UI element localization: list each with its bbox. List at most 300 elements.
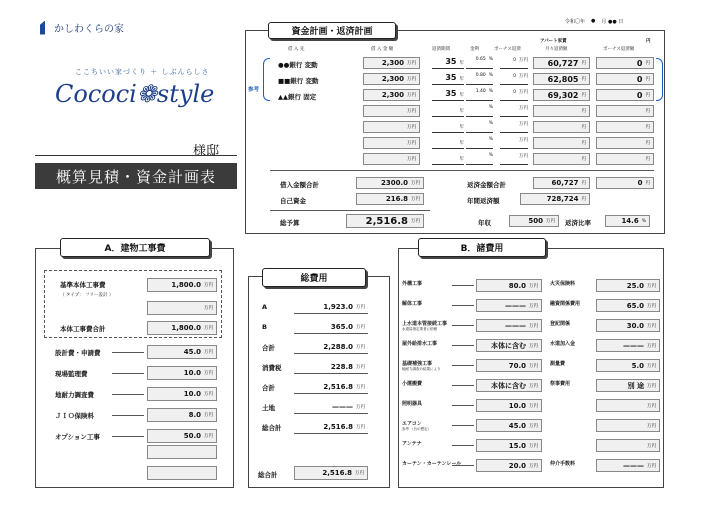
misc-item-value-num: 20.0 — [508, 461, 526, 470]
total-budget-value: 2,516.8 万円 — [346, 214, 424, 228]
summary-value-num: 2,516.8 — [323, 422, 353, 431]
monthly-repay — [533, 73, 590, 85]
misc-item-value-unit: 万円 — [529, 283, 538, 289]
loan-amount-num: 2,300 — [381, 59, 404, 67]
summary-value-unit: 万円 — [356, 344, 365, 350]
date-month: ● — [591, 18, 596, 24]
leader-line — [452, 465, 474, 466]
summary-value-num: 2,288.0 — [323, 342, 353, 351]
own-funds-label: 自己資金 — [280, 197, 306, 205]
bonus-repay-amount-num: 0 — [636, 90, 643, 100]
leader-line — [452, 405, 474, 406]
repay-bonus-value: 0 円 — [596, 177, 654, 189]
misc-item-value — [596, 419, 660, 432]
date-day: 月 ●● 日 — [601, 19, 624, 25]
summary-value-unit: 万円 — [356, 424, 365, 430]
building-item-value — [147, 366, 217, 380]
misc-item-value-unit: 万円 — [647, 383, 656, 389]
summary-label: 合計 — [262, 344, 275, 352]
bonus-repay-amount-num: 0 — [636, 58, 643, 68]
misc-item-value-unit: 万円 — [529, 463, 538, 469]
building-item-label: ＪＩＯ保険料 — [55, 412, 94, 420]
misc-item-value-num: ——— — [623, 461, 644, 470]
repay-total-value: 60,727 円 — [533, 177, 590, 189]
summary-label: A — [262, 303, 268, 311]
interest-rate-num: 0.65 — [475, 57, 486, 62]
bonus-repay-amount — [596, 73, 654, 85]
hdr-monthly: 月々返済額 — [545, 47, 568, 52]
leader-line — [452, 285, 474, 286]
misc-item-value — [596, 279, 660, 292]
misc-item-label: 仲介手数料 — [550, 461, 576, 467]
brand-logo: Cococi❁style — [55, 80, 215, 108]
loan-amount — [363, 57, 420, 69]
leader-line — [452, 365, 474, 366]
monthly-repay-num: 62,805 — [547, 74, 579, 84]
summary-value — [294, 320, 368, 334]
building-item-value-num: 10.0 — [183, 390, 201, 398]
interest-rate-num: 0.80 — [475, 73, 486, 78]
bonus-repay — [500, 89, 528, 101]
hdr-apart: アパート家賃 — [540, 39, 567, 44]
interest-rate — [466, 153, 493, 165]
annual-repay-label: 年間返済額 — [467, 197, 500, 205]
bonus-repay — [500, 73, 528, 85]
misc-item-value-unit: 万円 — [647, 323, 656, 329]
brand-name: かしわくらの家 — [54, 24, 124, 35]
bonus-repay — [500, 153, 528, 165]
funding-plan-title: 資金計画・返済計画 — [268, 22, 396, 39]
interest-rate-unit: % — [488, 89, 493, 94]
bonus-repay-num: 0 — [513, 90, 516, 95]
building-item-value-unit: 万円 — [204, 392, 213, 397]
misc-item-value-num: 45.0 — [508, 421, 526, 430]
leader-line — [452, 345, 474, 346]
misc-item-value-num: 本体に含む — [491, 381, 526, 390]
misc-item-value — [476, 279, 542, 292]
misc-item-value — [476, 299, 542, 312]
monthly-repay-num: 60,727 — [547, 58, 579, 68]
building-item-value-unit: 万円 — [204, 413, 213, 418]
misc-item-label: 登記関係 — [550, 321, 571, 327]
misc-item-value-num: ——— — [505, 321, 526, 330]
leader-line — [112, 373, 144, 374]
loan-amount — [363, 153, 420, 165]
loan-term — [432, 121, 464, 133]
interest-rate — [466, 105, 493, 117]
misc-item-label: 照明器具 — [402, 401, 423, 407]
misc-item-value-unit: 万円 — [647, 443, 656, 449]
bonus-repay-unit: 万円 — [519, 138, 528, 143]
misc-item-value-num: 10.0 — [508, 401, 526, 410]
misc-item-value-unit: 万円 — [529, 383, 538, 389]
misc-item-value — [476, 439, 542, 452]
bonus-repay-amount-unit: 円 — [645, 157, 650, 162]
leader-line — [452, 385, 474, 386]
bonus-repay — [500, 121, 528, 133]
misc-item-label: 屋外給排水工事 — [402, 341, 438, 347]
bonus-repay-num: 0 — [513, 58, 516, 63]
loan-term-num: 35 — [445, 89, 457, 98]
summary-label: 総合計 — [262, 424, 282, 432]
base-cost-blank: 万円 — [147, 301, 217, 315]
monthly-repay-unit: 円 — [581, 61, 586, 66]
misc-item-label: アンテナ — [402, 441, 422, 447]
summary-value-unit: 万円 — [356, 324, 365, 330]
summary-value-num: 228.8 — [330, 362, 353, 371]
bonus-repay — [500, 105, 528, 117]
misc-item-value-num: ——— — [623, 341, 644, 350]
loan-term-num: 35 — [445, 57, 457, 66]
misc-item-note: 参考 （台の想定） — [402, 427, 432, 431]
hdr-bonus-pay: ボーナス返済額 — [603, 47, 635, 52]
misc-item-value-unit: 万円 — [647, 343, 656, 349]
misc-item-value-num: ——— — [505, 301, 526, 310]
bonus-repay — [500, 137, 528, 149]
summary-value-unit: 万円 — [356, 364, 365, 370]
monthly-repay-unit: 円 — [581, 77, 586, 82]
right-brace — [656, 58, 663, 101]
building-item-value-num: 8.0 — [188, 411, 201, 419]
own-funds-value: 216.8 万円 — [356, 193, 424, 205]
building-item-label: 設計費・申請費 — [55, 349, 101, 357]
building-item-value — [147, 387, 217, 401]
misc-item-label: 祭事費用 — [550, 381, 571, 387]
borrow-total-value: 2300.0 万円 — [356, 177, 424, 189]
bonus-repay-amount — [596, 121, 654, 133]
bonus-repay — [500, 57, 528, 69]
leader-line — [452, 325, 474, 326]
body-total-value: 1,800.0 万円 — [147, 321, 217, 335]
misc-item-value — [476, 339, 542, 352]
date-era: 令和〇年 — [565, 19, 586, 25]
summary-value-unit: 万円 — [356, 384, 365, 390]
totals-divider — [270, 170, 654, 171]
misc-item-value — [476, 359, 542, 372]
misc-item-value-unit: 万円 — [529, 363, 538, 369]
building-item-value-unit: 万円 — [204, 434, 213, 439]
interest-rate — [466, 57, 493, 69]
building-item-value-unit: 万円 — [204, 371, 213, 376]
interest-rate-unit: % — [488, 73, 493, 78]
misc-item-value-unit: 万円 — [647, 283, 656, 289]
misc-item-note: 地耐力調査の結果により — [402, 367, 441, 371]
monthly-repay — [533, 105, 590, 117]
misc-item-value — [596, 379, 660, 392]
brand-tagline: ここちいい家づくり ＋ しぶんらしさ — [75, 68, 210, 76]
hdr-rate: 金利 — [470, 47, 479, 52]
bonus-repay-amount — [596, 89, 654, 101]
misc-item-value — [596, 299, 660, 312]
interest-rate — [466, 73, 493, 85]
bonus-repay-amount-num: 0 — [636, 74, 643, 84]
hdr-bonus: ボーナス返済 — [494, 47, 521, 52]
leader-line — [112, 415, 144, 416]
misc-item-label: 基礎補強工事 — [402, 361, 433, 367]
leader-line — [452, 445, 474, 446]
bonus-repay-unit: 万円 — [519, 74, 528, 79]
monthly-repay-unit: 円 — [581, 93, 586, 98]
misc-item-value-unit: 万円 — [529, 303, 538, 309]
income-value: 500 万円 — [509, 215, 559, 227]
misc-item-value — [476, 399, 542, 412]
summary-value-num: 1,923.0 — [323, 302, 353, 311]
misc-item-label: エアコン — [402, 421, 422, 427]
hdr-amount: 借 入 金 額 — [371, 47, 394, 52]
lender-name: ▲▲銀行 固定 — [278, 93, 317, 101]
building-item-value — [147, 408, 217, 422]
bonus-repay-unit: 万円 — [519, 122, 528, 127]
leader-line — [112, 394, 144, 395]
summary-label: 合計 — [262, 384, 275, 392]
misc-item-value — [596, 359, 660, 372]
annual-repay-value: 728,724 円 — [520, 193, 590, 205]
leader-line — [112, 436, 144, 437]
date-line — [565, 18, 623, 25]
building-item-value-unit: 万円 — [204, 350, 213, 355]
misc-item-label: カーテン・カーテンレール — [402, 461, 462, 467]
monthly-repay-unit: 円 — [581, 157, 586, 162]
monthly-repay — [533, 153, 590, 165]
bonus-repay-amount — [596, 137, 654, 149]
loan-term-unit: 年 — [459, 109, 464, 114]
ratio-value: 14.6 % — [605, 215, 650, 227]
total-budget-label: 総予算 — [280, 219, 300, 227]
misc-item-value — [476, 459, 542, 472]
a-blank-2 — [147, 466, 217, 480]
building-cost-title: A．建物工事費 — [60, 238, 210, 257]
brand — [40, 20, 124, 35]
left-brace — [263, 58, 270, 101]
borrow-total-label: 借入金額合計 — [280, 181, 319, 189]
lender-name: ■■銀行 変動 — [278, 77, 319, 85]
loan-term — [432, 57, 464, 69]
bonus-repay-amount-unit: 円 — [645, 77, 650, 82]
misc-item-value — [596, 399, 660, 412]
bonus-repay-unit: 万円 — [519, 106, 528, 111]
misc-item-value-unit: 万円 — [647, 363, 656, 369]
misc-item-label: 外構工事 — [402, 281, 423, 287]
misc-item-value-unit: 万円 — [647, 403, 656, 409]
misc-item-value — [476, 319, 542, 332]
loan-term — [432, 137, 464, 149]
misc-item-value — [596, 459, 660, 472]
bonus-repay-amount — [596, 57, 654, 69]
loan-amount — [363, 137, 420, 149]
misc-item-label: 解体工事 — [402, 301, 423, 307]
bonus-repay-amount — [596, 153, 654, 165]
misc-item-value-num: 15.0 — [508, 441, 526, 450]
house-logo-icon — [40, 21, 50, 35]
monthly-repay-num: 69,302 — [547, 90, 579, 100]
monthly-repay-unit: 円 — [581, 125, 586, 130]
base-cost-label: 基準本体工事費 — [60, 281, 106, 289]
building-item-label: 現場監理費 — [55, 370, 88, 378]
misc-item-label: 融資関係費用 — [550, 301, 581, 307]
summary-value — [294, 300, 368, 314]
misc-item-value-unit: 万円 — [529, 343, 538, 349]
misc-item-value-num: 30.0 — [626, 321, 644, 330]
loan-term — [432, 153, 464, 165]
misc-item-value-unit: 万円 — [529, 403, 538, 409]
interest-rate-unit: % — [488, 137, 493, 142]
loan-term — [432, 89, 464, 101]
misc-item-value-unit: 万円 — [529, 323, 538, 329]
misc-item-value — [596, 439, 660, 452]
misc-item-value-num: 70.0 — [508, 361, 526, 370]
building-item-label: オプション工事 — [55, 433, 100, 441]
misc-cost-title: B．諸費用 — [418, 238, 546, 257]
document-title: 概算見積・資金計画表 — [35, 163, 237, 189]
bonus-repay-amount — [596, 105, 654, 117]
interest-rate — [466, 89, 493, 101]
misc-item-value-num: 5.0 — [631, 361, 644, 370]
building-item-value-num: 50.0 — [183, 432, 201, 440]
misc-item-label: 上水道本管接続工事 — [402, 321, 448, 327]
loan-amount-unit: 万円 — [407, 157, 416, 162]
summary-value — [294, 340, 368, 354]
misc-item-value-num: 65.0 — [626, 301, 644, 310]
summary-value — [294, 380, 368, 394]
final-total-label: 総合計 — [258, 471, 278, 479]
loan-amount-num: 2,300 — [381, 91, 404, 99]
loan-term-unit: 年 — [459, 77, 464, 82]
bonus-repay-unit: 万円 — [519, 154, 528, 159]
loan-term-unit: 年 — [459, 157, 464, 162]
loan-amount — [363, 89, 420, 101]
misc-item-label: 水道加入金 — [550, 341, 576, 347]
bonus-repay-amount-unit: 円 — [645, 125, 650, 130]
loan-term-unit: 年 — [459, 125, 464, 130]
base-cost-type: （ タイプ： フリー設計 ） — [60, 293, 114, 298]
bonus-repay-amount-unit: 円 — [645, 109, 650, 114]
sanko-label: 参考 — [248, 87, 260, 93]
interest-rate-unit: % — [488, 105, 493, 110]
misc-item-value — [596, 319, 660, 332]
interest-rate — [466, 121, 493, 133]
leader-line — [452, 305, 474, 306]
misc-item-value-unit: 万円 — [647, 463, 656, 469]
bonus-repay-unit: 万円 — [519, 90, 528, 95]
summary-value — [294, 360, 368, 374]
hdr-yen: 円 — [646, 39, 651, 44]
building-item-value — [147, 345, 217, 359]
misc-item-value — [476, 379, 542, 392]
loan-term-unit: 年 — [459, 93, 464, 98]
misc-item-value-num: 別 途 — [627, 381, 644, 390]
summary-value-unit: 万円 — [356, 404, 365, 410]
base-cost-value: 1,800.0 万円 — [147, 278, 217, 292]
summary-value-num: 2,516.8 — [323, 382, 353, 391]
loan-amount — [363, 105, 420, 117]
a-blank-1 — [147, 445, 217, 459]
monthly-repay-unit: 円 — [581, 141, 586, 146]
summary-value-num: ——— — [332, 402, 353, 411]
misc-item-value-unit: 万円 — [647, 423, 656, 429]
loan-term — [432, 73, 464, 85]
misc-item-value-num: 80.0 — [508, 281, 526, 290]
repay-total-label: 返済金額合計 — [467, 181, 506, 189]
bonus-repay-amount-unit: 円 — [645, 61, 650, 66]
loan-amount-unit: 万円 — [407, 93, 416, 98]
interest-rate-unit: % — [488, 57, 493, 62]
ratio-label: 返済比率 — [565, 219, 591, 227]
summary-label: 土地 — [262, 404, 275, 412]
bonus-repay-unit: 万円 — [519, 58, 528, 63]
hdr-lender: 借 入 先 — [288, 47, 305, 52]
misc-item-value-num: 25.0 — [626, 281, 644, 290]
bonus-repay-amount-unit: 円 — [645, 93, 650, 98]
final-total-value: 2,516.8 万円 — [294, 466, 368, 480]
monthly-repay — [533, 137, 590, 149]
loan-amount-unit: 万円 — [407, 61, 416, 66]
loan-amount-unit: 万円 — [407, 125, 416, 130]
bonus-repay-num: 0 — [513, 74, 516, 79]
leader-line — [112, 352, 144, 353]
interest-rate-unit: % — [488, 153, 493, 158]
loan-amount-unit: 万円 — [407, 141, 416, 146]
leader-line — [452, 425, 474, 426]
misc-item-label: 小運搬費 — [402, 381, 423, 387]
divider — [35, 155, 237, 156]
bonus-repay-amount-unit: 円 — [645, 141, 650, 146]
building-item-value-num: 45.0 — [183, 348, 201, 356]
misc-item-value — [596, 339, 660, 352]
monthly-repay — [533, 89, 590, 101]
hdr-term: 返済期間 — [432, 47, 450, 52]
summary-label: 消費税 — [262, 364, 282, 372]
interest-rate-unit: % — [488, 121, 493, 126]
summary-label: B — [262, 323, 267, 331]
building-item-label: 地耐力調査費 — [55, 391, 94, 399]
misc-item-value-num: 本体に含む — [491, 341, 526, 350]
summary-value — [294, 420, 368, 434]
misc-item-label: 測量費 — [550, 361, 566, 367]
client-honorific: 様邸 — [193, 144, 220, 159]
loan-term — [432, 105, 464, 117]
misc-item-value — [476, 419, 542, 432]
summary-value — [294, 400, 368, 414]
total-cost-title: 総費用 — [262, 268, 366, 287]
misc-item-label: 火災保険料 — [550, 281, 576, 287]
body-total-label: 本体工事費合計 — [60, 325, 106, 333]
interest-rate-num: 1.40 — [475, 89, 486, 94]
loan-amount-unit: 万円 — [407, 77, 416, 82]
monthly-repay — [533, 57, 590, 69]
loan-amount — [363, 121, 420, 133]
misc-item-note: 水道局指定業者に依頼 — [402, 327, 437, 331]
loan-term-num: 35 — [445, 73, 457, 82]
building-item-value-num: 10.0 — [183, 369, 201, 377]
monthly-repay-unit: 円 — [581, 109, 586, 114]
interest-rate — [466, 137, 493, 149]
monthly-repay — [533, 121, 590, 133]
summary-value-unit: 万円 — [356, 304, 365, 310]
lender-name: ●●銀行 変動 — [278, 61, 318, 69]
building-item-value — [147, 429, 217, 443]
misc-item-value-unit: 万円 — [529, 423, 538, 429]
loan-amount — [363, 73, 420, 85]
loan-term-unit: 年 — [459, 61, 464, 66]
misc-item-value-unit: 万円 — [529, 443, 538, 449]
budget-divider — [270, 210, 430, 211]
income-label: 年収 — [478, 219, 491, 227]
loan-amount-num: 2,300 — [381, 75, 404, 83]
loan-term-unit: 年 — [459, 141, 464, 146]
misc-item-value-unit: 万円 — [647, 303, 656, 309]
loan-amount-unit: 万円 — [407, 109, 416, 114]
summary-value-num: 365.0 — [330, 322, 353, 331]
